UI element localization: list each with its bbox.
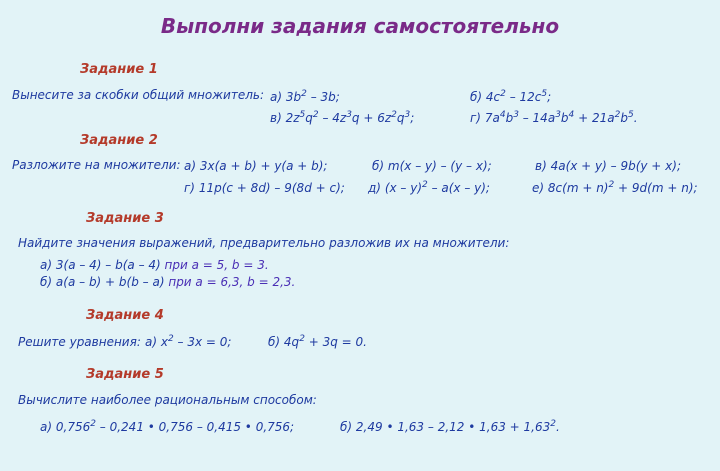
item-expression: m(x – y) – (y – x);	[387, 159, 492, 173]
item-expression: $3b^2 - 3b$;	[285, 89, 340, 104]
item-label: а)	[40, 258, 53, 272]
task4-heading: Задание 4	[86, 308, 164, 323]
task4-item-b	[268, 335, 367, 349]
item-label: г)	[184, 181, 195, 195]
item-label: г)	[470, 111, 481, 125]
task1-item-d	[470, 111, 638, 125]
task2-item-c	[535, 159, 681, 173]
item-label: а)	[40, 420, 53, 434]
item-expression: (x – y)$^2$ – a(x – y);	[384, 180, 490, 195]
item-expression: $x^2 - 3x = 0$;	[160, 334, 232, 349]
item-label: а)	[270, 90, 283, 104]
item-label: в)	[270, 111, 282, 125]
task2-item-b	[372, 159, 492, 173]
item-expression: 11p(c + 8d) – 9(8d + c);	[198, 181, 345, 195]
item-label: б)	[40, 275, 53, 289]
item-expression: $4c^2 - 12c^5$;	[485, 89, 552, 104]
task3-instruction: Найдите значения выражений, предварительно разложив их на множители:	[18, 236, 510, 250]
task2-instruction: Разложите на множители:	[12, 158, 181, 172]
task5-item-b	[340, 420, 560, 434]
task2-item-e	[368, 181, 490, 195]
task1-instruction: Вынесите за скобки общий множитель:	[12, 88, 264, 102]
item-label: д)	[368, 181, 381, 195]
task2-heading: Задание 2	[80, 133, 158, 148]
item-label: б)	[268, 335, 281, 349]
task5-heading: Задание 5	[86, 367, 164, 382]
item-expression: $8c(m + n)^2 + 9d(m + n)$;	[547, 180, 698, 195]
task3-item-a	[40, 258, 269, 272]
item-condition: при a = 6,3, b = 2,3.	[168, 275, 296, 289]
page-title: Выполни задания самостоятельно	[160, 14, 560, 38]
item-expression: 3x(a + b) + y(a + b);	[199, 159, 328, 173]
item-expression: 3(a – 4) – b(a – 4)	[55, 258, 161, 272]
task3-heading: Задание 3	[86, 211, 164, 226]
item-label: а)	[184, 159, 197, 173]
item-expression: 0,756$^2$ – 0,241 • 0,756 – 0,415 • 0,756;	[55, 419, 295, 434]
item-expression: $2z^5q^2 - 4z^3q + 6z^2q^3$;	[285, 110, 415, 125]
task1-item-a	[270, 90, 340, 104]
task3-item-b	[40, 275, 295, 289]
task2-item-a	[184, 159, 327, 173]
task1-item-c	[270, 111, 414, 125]
item-condition: при a = 5, b = 3.	[164, 258, 269, 272]
task5-instruction: Вычислите наиболее рациональным способом:	[18, 393, 317, 407]
task4-item-a	[145, 335, 231, 349]
task5-item-a	[40, 420, 294, 434]
item-expression: 2,49 • 1,63 – 2,12 • $1,63 + 1,63^2$.	[355, 419, 560, 434]
item-expression: 4a(x + y) – 9b(y + x);	[550, 159, 682, 173]
task4-instruction: Решите уравнения:	[18, 335, 141, 349]
item-label: б)	[372, 159, 385, 173]
item-expression: $4q^2 + 3q = 0$.	[283, 334, 367, 349]
task2-item-d	[184, 181, 345, 195]
task2-item-f	[532, 181, 698, 195]
item-expression: $7a^4b^3 - 14a^3b^4 + 21a^2b^5$.	[484, 110, 638, 125]
item-label: а)	[145, 335, 158, 349]
item-label: в)	[535, 159, 547, 173]
task1-heading: Задание 1	[80, 62, 158, 77]
item-expression: a(a – b) + b(b – a)	[55, 275, 165, 289]
item-label: е)	[532, 181, 545, 195]
item-label: б)	[340, 420, 353, 434]
task1-item-b	[470, 90, 551, 104]
item-label: б)	[470, 90, 483, 104]
